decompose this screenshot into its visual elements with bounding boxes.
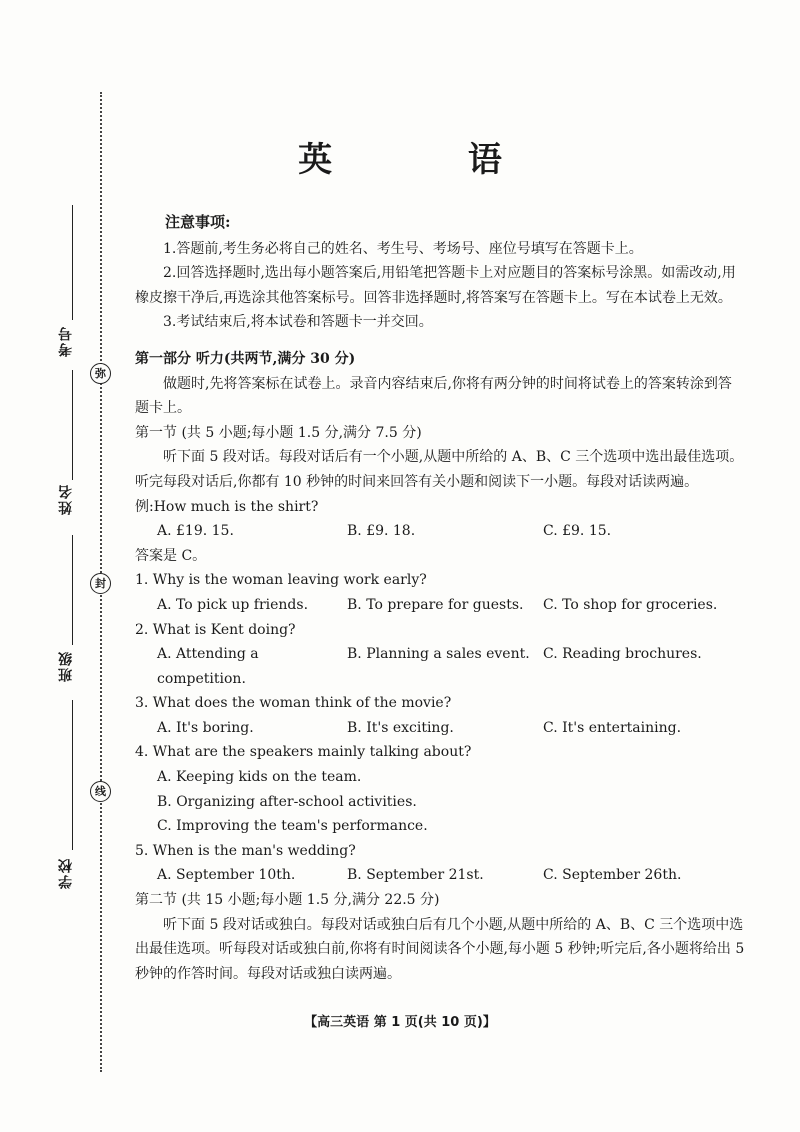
question-options bbox=[135, 863, 745, 888]
option: A. Attending a competition. bbox=[157, 646, 259, 687]
question: 4. What are the speakers mainly talking about? bbox=[135, 744, 472, 761]
class-line bbox=[72, 535, 73, 645]
section1-heading: 第一节 (共 5 小题;每小题 1.5 分,满分 7.5 分) bbox=[135, 424, 422, 441]
part1-heading: 第一部分 听力(共两节,满分 30 分) bbox=[135, 350, 356, 367]
seal-mark-mi: 弥 bbox=[90, 363, 111, 384]
class-label: 班级 bbox=[58, 650, 74, 682]
question: 2. What is Kent doing? bbox=[135, 621, 296, 638]
school-label: 学校 bbox=[58, 857, 74, 889]
option: B. It's exciting. bbox=[347, 719, 454, 736]
option: A. Keeping kids on the team. bbox=[157, 769, 362, 786]
option: B. £9. 18. bbox=[347, 523, 416, 540]
name-label: 姓名 bbox=[58, 483, 74, 515]
option: B. Planning a sales event. bbox=[347, 646, 530, 663]
section2-heading: 第二节 (共 15 小题;每小题 1.5 分,满分 22.5 分) bbox=[135, 892, 440, 909]
question: 1. Why is the woman leaving work early? bbox=[135, 572, 427, 589]
exam-number-line bbox=[72, 205, 73, 320]
part1-intro: 做题时,先将答案标在试卷上。录音内容结束后,你将有两分钟的时间将试卷上的答案转涂到答题卡上。 bbox=[135, 375, 732, 417]
notice-heading: 注意事项: bbox=[165, 213, 231, 231]
notice-item: 2.回答选择题时,选出每小题答案后,用铅笔把答题卡上对应题目的答案标号涂黑。如需改动,用橡皮擦干净后,再选涂其他答案标号。回答非选择题时,将答案写在答题卡上。写在本试卷上无效。 bbox=[135, 265, 736, 306]
example-question: 例:How much is the shirt? bbox=[135, 498, 319, 515]
option: C. September 26th. bbox=[543, 867, 682, 884]
example-options bbox=[135, 519, 745, 544]
option: C. To shop for groceries. bbox=[543, 596, 718, 613]
exam-content bbox=[135, 210, 745, 986]
question-options bbox=[135, 716, 745, 741]
notice-item: 3.考试结束后,将本试卷和答题卡一并交回。 bbox=[163, 314, 433, 331]
option: C. £9. 15. bbox=[543, 523, 612, 540]
example-answer: 答案是 C。 bbox=[135, 547, 207, 564]
exam-number-label: 考号 bbox=[58, 325, 74, 357]
option: C. Reading brochures. bbox=[543, 646, 702, 663]
question: 3. What does the woman think of the movie? bbox=[135, 695, 452, 712]
page-footer: 【高三英语 第 1 页(共 10 页)】 bbox=[304, 1015, 496, 1030]
question-options bbox=[135, 593, 745, 618]
section1-instructions: 听下面 5 段对话。每段对话后有一个小题,从题中所给的 A、B、C 三个选项中选出最佳选项。听完每段对话后,你都有 10 秒钟的时间来回答有关小题和阅读下一小题。每段对话读两遍。 bbox=[135, 449, 744, 490]
page-title: 英 语 bbox=[298, 140, 564, 180]
option: A. September 10th. bbox=[157, 867, 296, 884]
option: B. To prepare for guests. bbox=[347, 596, 524, 613]
question-options bbox=[135, 642, 745, 691]
option: A. It's boring. bbox=[157, 719, 254, 736]
question: 5. When is the man's wedding? bbox=[135, 842, 356, 859]
name-line bbox=[72, 370, 73, 480]
seal-mark-feng: 封 bbox=[90, 573, 111, 594]
option: A. To pick up friends. bbox=[157, 596, 309, 613]
option: C. It's entertaining. bbox=[543, 719, 682, 736]
section2-instructions: 听下面 5 段对话或独白。每段对话或独白后有几个小题,从题中所给的 A、B、C 三个选项中选出最佳选项。听每段对话或独白前,你将有时间阅读各个小题,每小题 5 秒钟;听完后,各小题将给出 5 秒钟的作答时间。每段对话或独白读两遍。 bbox=[135, 916, 745, 982]
notice-item: 1.答题前,考生务必将自己的姓名、考生号、考场号、座位号填写在答题卡上。 bbox=[163, 240, 643, 257]
school-line bbox=[72, 700, 73, 850]
option: B. Organizing after-school activities. bbox=[157, 793, 417, 810]
seal-mark-xian: 线 bbox=[90, 781, 111, 802]
option: B. September 21st. bbox=[347, 867, 484, 884]
option: C. Improving the team's performance. bbox=[157, 818, 428, 835]
option: A. £19. 15. bbox=[157, 523, 234, 540]
